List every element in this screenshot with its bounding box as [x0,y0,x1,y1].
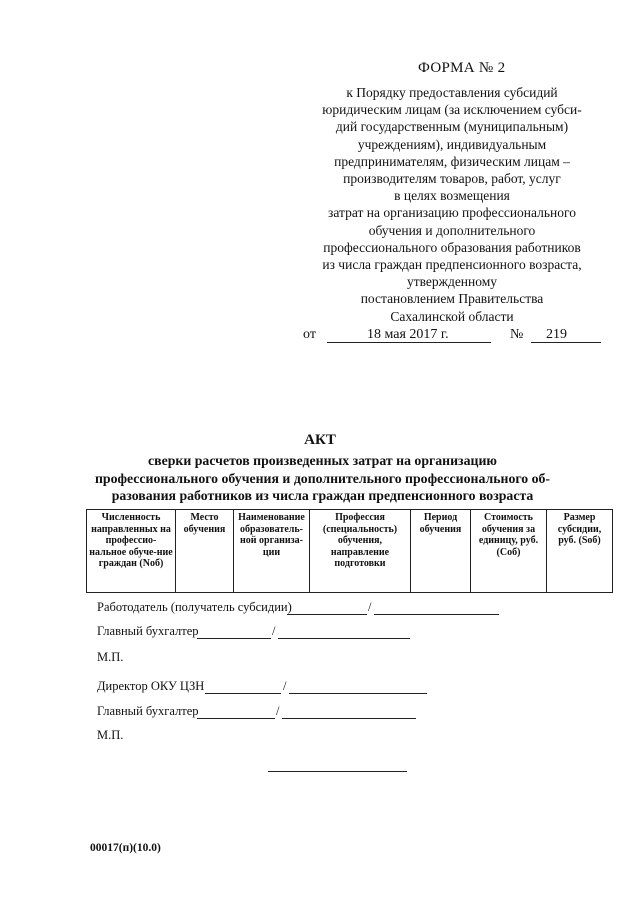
director-label: Директор ОКУ ЦЗН [97,679,205,693]
header-cost: Стоимость обучения за единицу, руб.(Cоб) [471,510,547,593]
reconciliation-table [86,509,613,593]
act-title: АКТ [304,432,336,448]
chief-accountant-name-line [278,638,410,639]
header-count: Численность направленных на профессио-нальное обуче-ние граждан (Nоб) [87,510,176,593]
approval-line: постановлением Правительства [360,291,544,307]
employer-signature-label: Работодатель (получатель субсидии) [97,600,292,614]
stamp-label: М.П. [97,728,124,742]
chief-accountant-signature-line [197,718,275,719]
bottom-signature-line [268,771,407,772]
document-code: 00017(п)(10.0) [90,842,161,854]
approval-line: производителям товаров, работ, услуг [343,171,561,187]
approval-line: дий государственным (муниципальным) [335,119,569,135]
approval-line: в целях возмещения [394,188,510,204]
resolution-date-row [303,327,603,347]
chief-accountant-name-line [282,718,416,719]
approval-line: учреждениям), индивидуальным [357,136,547,152]
approval-line: профессионального образования работников [323,239,581,255]
act-subtitle-line: разования работников из числа граждан предпенсионного возраста [111,488,534,503]
form-title: ФОРМА № 2 [418,60,506,76]
approval-line: обучения и дополнительного [368,222,536,238]
employer-name-line [374,614,499,615]
approval-line: Сахалинской области [390,308,514,324]
table-header-row [87,510,613,593]
act-subtitle-line: сверки расчетов произведенных затрат на организацию [148,453,497,468]
separator: / [276,704,280,718]
from-label: от [303,327,316,342]
header-period: Период обучения [411,510,471,593]
act-subtitle [70,452,575,505]
stamp-label: М.П. [97,650,124,664]
separator: / [368,600,372,614]
chief-accountant-label: Главный бухгалтер [97,704,199,718]
act-subtitle-line: профессионального обучения и дополнительного профессионального об- [94,470,551,486]
separator: / [272,624,276,638]
number-label: № [510,327,524,342]
resolution-date: 18 мая 2017 г. [367,327,449,342]
approval-line: из числа граждан предпенсионного возраста, [322,257,582,273]
approval-line: к Порядку предоставления субсидий [346,85,558,100]
employer-signature-line [287,614,367,615]
approval-line: утвержденному [406,274,498,290]
chief-accountant-signature-line [197,638,271,639]
director-signature-line [205,693,281,694]
director-name-line [289,693,427,694]
resolution-number: 219 [546,327,567,342]
approval-line: предпринимателям, физическим лицам – [334,153,570,169]
header-profession: Профессия (специальность) обучения, направление подготовки [310,510,411,593]
separator: / [283,679,287,693]
header-subsidy: Размер субсидии, руб. (Sоб) [547,510,613,593]
chief-accountant-label: Главный бухгалтер [97,624,199,638]
approval-line: юридическим лицам (за исключением субси- [322,102,582,118]
approval-line: затрат на организацию профессионального [328,205,576,221]
header-place: Место обучения [176,510,234,593]
header-organization: Наименование образователь-ной организа-ции [234,510,310,593]
approval-block [292,84,612,325]
